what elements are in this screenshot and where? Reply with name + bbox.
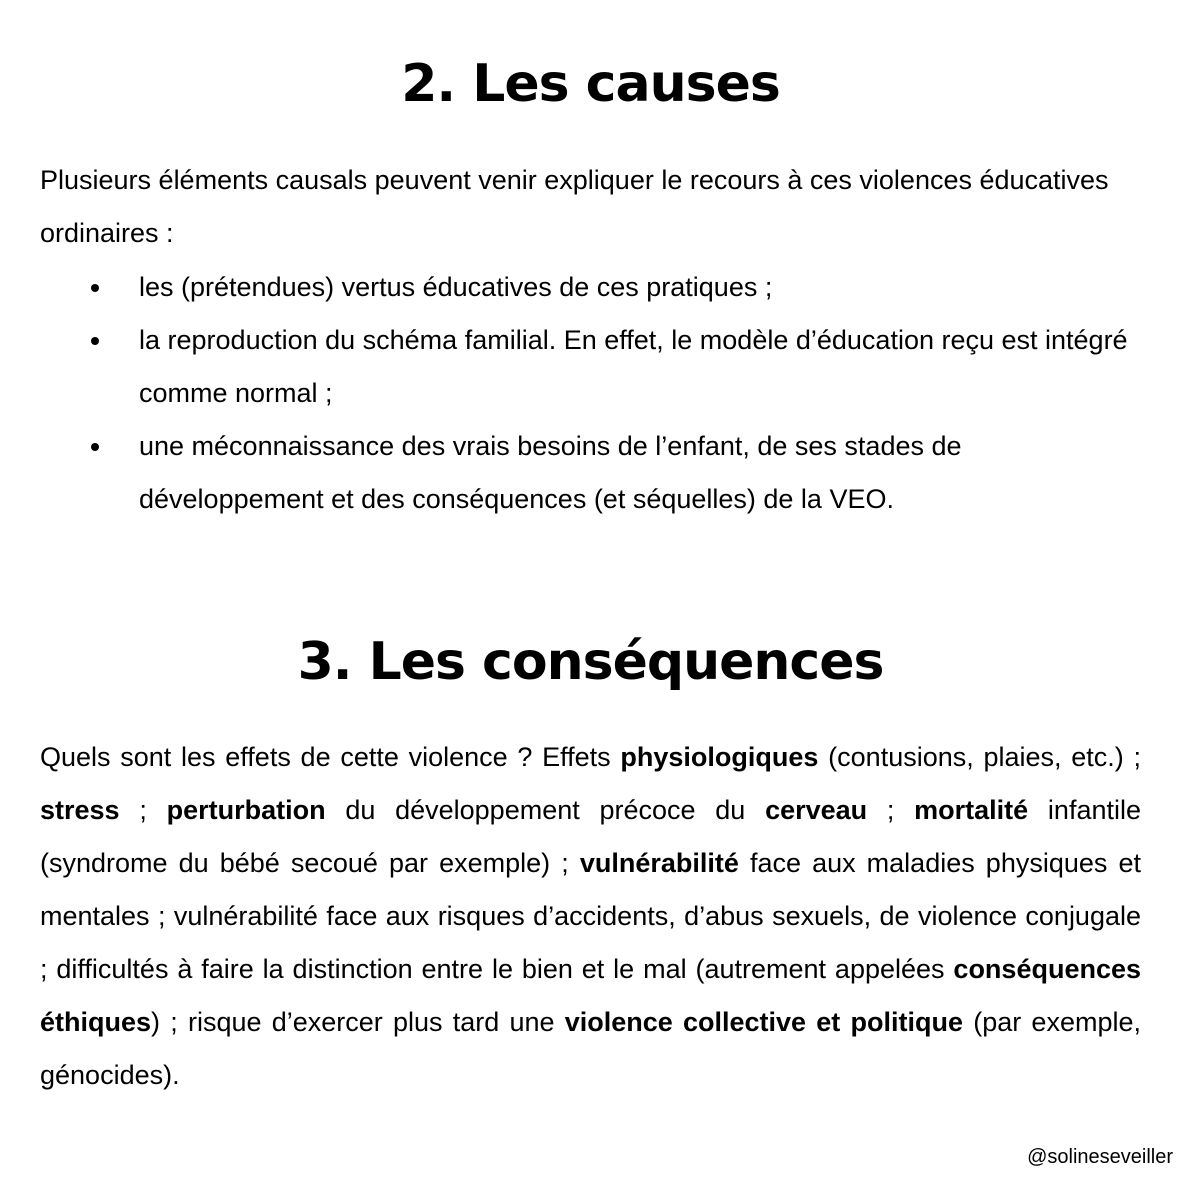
text-segment: ; [867,795,915,825]
emphasis-physiologiques: physiologiques [620,742,819,772]
list-item [88,314,1128,420]
causes-intro-paragraph: Plusieurs éléments causals peuvent venir expliquer le recours à ces violences éducatives ordinaires : [40,165,1109,248]
bullet-dot-icon [91,443,99,451]
text-segment: infantile (syndrome du bébé secoué par exemple) ; [40,795,1141,878]
author-handle: @solineseveiller [1027,1146,1173,1168]
emphasis-stress: stress [40,795,120,825]
bullet-dot-icon [91,337,99,345]
text-segment: (par exemple, génocides). [40,1007,1141,1090]
list-item [88,420,1128,526]
consequences-paragraph [40,731,1141,1102]
list-item-text: la reproduction du schéma familial. En effet, le modèle d’éducation reçu est intégré comme normal ; [139,325,1128,408]
heading-consequences: 3. Les conséquences [297,632,884,692]
text-segment: face aux maladies physiques et mentales ; vulnérabilité face aux risques d’accidents, d’abus sexuels, de violence conjugale ; difficultés à faire la distinction entre le bien et le mal (autrement appelées [40,848,1141,984]
emphasis-mortalite: mortalité [914,795,1029,825]
list-item-text: une méconnaissance des vrais besoins de l’enfant, de ses stades de développement et des conséquences (et séquelles) de la VEO. [139,431,962,514]
emphasis-cerveau: cerveau [765,795,868,825]
emphasis-consequences-ethiques: conséquences éthiques [40,954,1141,1037]
heading-causes: 2. Les causes [401,54,780,114]
list-item-text: les (prétendues) vertus éducatives de ces pratiques ; [139,272,773,302]
emphasis-vulnerabilite: vulnérabilité [579,848,739,878]
text-segment: du développement précoce du [325,795,766,825]
emphasis-perturbation: perturbation [166,795,326,825]
text-segment: ; [119,795,167,825]
text-segment: (contusions, plaies, etc.) ; [818,742,1141,772]
bullet-dot-icon [91,284,99,292]
text-segment: ) ; risque d’exercer plus tard une [151,1007,565,1037]
list-item [88,261,1128,314]
emphasis-violence-collective: violence collective et politique [564,1007,963,1037]
causes-bullet-list [88,261,1128,526]
text-segment: Quels sont les effets de cette violence ? Effets [40,742,621,772]
